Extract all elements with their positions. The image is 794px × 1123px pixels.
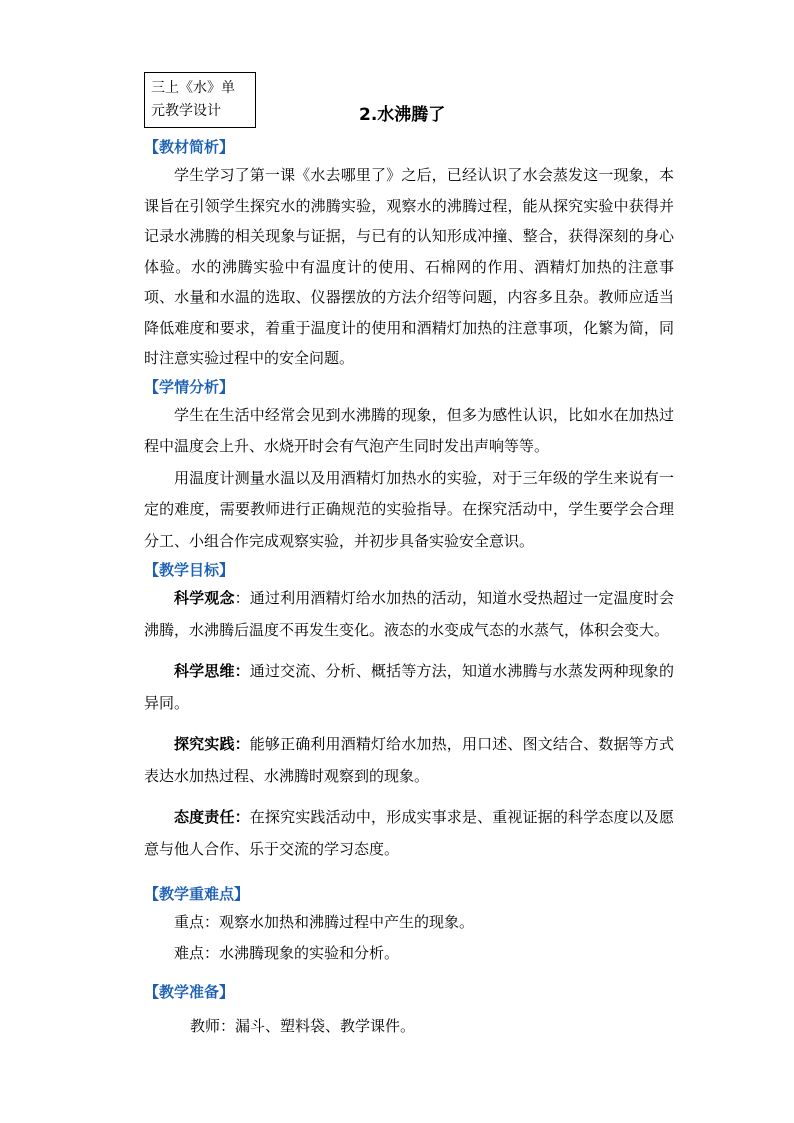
unit-label-line1: 三上《水》单: [151, 80, 235, 96]
unit-label-box: [144, 72, 256, 128]
goal-item: [144, 729, 674, 792]
goal-item: [144, 802, 674, 865]
section-heading-analysis: 【教材简析】: [144, 138, 235, 156]
goal-text: 能够正确利用酒精灯给水加热，用口述、图文结合、数据等方式表达水加热过程、水沸腾时观察到的现象。: [144, 735, 674, 785]
section-heading-students: 【学情分析】: [144, 377, 235, 396]
goal-text: 通过利用酒精灯给水加热的活动，知道水受热超过一定温度时会沸腾，水沸腾后温度不再发生变化。液态的水变成气态的水蒸气，体积会变大。: [144, 589, 674, 639]
goal-label: 科学思维: [174, 662, 235, 680]
unit-label-line2: 元教学设计: [151, 103, 221, 119]
goal-text: 通过交流、分析、概括等方法，知道水沸腾与水蒸发两种现象的异同。: [144, 662, 674, 712]
students-paragraph-2: 用温度计测量水温以及用酒精灯加热水的实验，对于三年级的学生来说有一定的难度，需要教师进行正确规范的实验指导。在探究活动中，学生要学会合理分工、小组合作完成观察实验，并初步具备实验安全意识。: [144, 468, 674, 550]
lesson-title: 2.水沸腾了: [359, 105, 446, 125]
goal-label: 态度责任: [174, 808, 235, 826]
document-body: [144, 134, 674, 1042]
students-paragraph-1: 学生在生活中经常会见到水沸腾的现象，但多为感性认识，比如水在加热过程中温度会上升、水烧开时会有气泡产生同时发出声响等等。: [144, 405, 674, 455]
goal-separator: ：: [234, 808, 250, 826]
section-heading-prep: 【教学准备】: [144, 983, 235, 1001]
goal-item: [144, 583, 674, 646]
goal-label: 科学观念: [174, 589, 235, 607]
goal-label: 探究实践: [174, 735, 235, 753]
goal-item: [144, 656, 674, 719]
goal-separator: ：: [234, 735, 250, 753]
analysis-paragraph: 学生学习了第一课《水去哪里了》之后，已经认识了水会蒸发这一现象，本课旨在引领学生探究水的沸腾实验，观察水的沸腾过程，能从探究实验中获得并记录水沸腾的相关现象与证据，与已有的认知形成冲撞、整合，获得深刻的身心体验。水的沸腾实验中有温度计的使用、石棉网的作用、酒精灯加热的注意事项、水量和水温的选取、仪器摆放的方法介绍等问题，内容多且杂。教师应适当降低难度和要求，着重于温度计的使用和酒精灯加热的注意事项，化繁为简，同时注意实验过程中的安全问题。: [144, 166, 674, 367]
goal-separator: ：: [234, 662, 250, 680]
goal-text: 在探究实践活动中，形成实事求是、重视证据的科学态度以及愿意与他人合作、乐于交流的学习态度。: [144, 808, 674, 858]
teacher-materials: 教师：漏斗、塑料袋、教学课件。: [190, 1017, 416, 1035]
section-heading-keypoints: 【教学重难点】: [144, 885, 250, 903]
key-point: 重点：观察水加热和沸腾过程中产生的现象。: [174, 913, 475, 931]
section-heading-goals: 【教学目标】: [144, 561, 235, 579]
difficult-point: 难点：水沸腾现象的实验和分析。: [174, 944, 400, 962]
goal-separator: ：: [234, 589, 250, 607]
